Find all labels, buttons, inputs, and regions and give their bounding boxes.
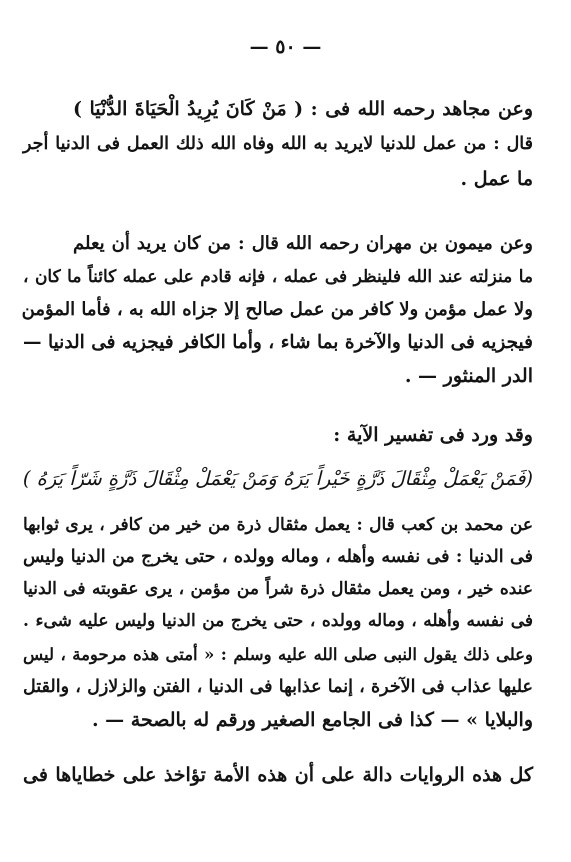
text-line: عنده خير ، ومن يعمل مثقال ذرة شراً من مؤمن ، يرى عقوبته فى الدنيا bbox=[23, 579, 533, 599]
text-line: فيجزيه فى الدنيا والآخرة بما شاء ، وأما الكافر فيجزيه فى الدنيا — bbox=[23, 332, 533, 353]
text-line: وقد ورد فى تفسير الآية : bbox=[333, 424, 533, 446]
text-line: عليها عذاب فى الآخرة ، إنما عذابها فى الدنيا ، الفتن والزلازل ، والقتل bbox=[23, 677, 533, 697]
text-line: فى نفسه وأهله ، وماله وولده ، حتى يخرج من الدنيا وليس عليه شىء . bbox=[23, 611, 533, 631]
text-line: عن محمد بن كعب قال : يعمل مثقال ذرة من خير من كافر ، يرى ثوابها bbox=[23, 515, 533, 535]
text-line: قال : من عمل للدنيا لايريد به الله وفاه الله ذلك العمل فى الدنيا أجر bbox=[23, 134, 533, 154]
text-line: الدر المنثور — . bbox=[404, 365, 533, 387]
quran-verse: (فَمَنْ يَعْمَلْ مِثْقَالَ ذَرَّةٍ خَيْراً يَرَهُ وَمَنْ يَعْمَلْ مِثْقَالَ ذَرَّةٍ شَرّاً يَرَهُ ) bbox=[22, 467, 533, 490]
text-line: ولا عمل مؤمن ولا كافر من عمل صالح إلا جزاه الله به ، فأما المؤمن bbox=[21, 299, 533, 320]
text-line: فى الدنيا : فى نفسه وأهله ، وماله وولده ، حتى يخرج من الدنيا وليس bbox=[23, 547, 533, 567]
text-line: كل هذه الروايات دالة على أن هذه الأمة تؤاخذ على خطاياها فى bbox=[23, 764, 533, 786]
text-line: وعن ميمون بن مهران رحمه الله قال : من كان يريد أن يعلم bbox=[73, 233, 533, 254]
text-line: ما عمل . bbox=[460, 168, 533, 190]
text-line: وعن مجاهد رحمه الله فى : ( مَنْ كَانَ يُرِيدُ الْحَيَاةَ الدُّنْيَا ) bbox=[73, 98, 533, 120]
text-line: وعلى ذلك يقول النبى صلى الله عليه وسلم : « أمتى هذه مرحومة ، ليس bbox=[23, 645, 533, 664]
page-number: — ٥٠ — bbox=[249, 36, 322, 58]
text-line: ما منزلته عند الله فلينظر فى عمله ، فإنه قادم على عمله كائناً ما كان ، bbox=[23, 267, 533, 287]
text-line: والبلايا » — كذا فى الجامع الصغير ورقم له بالصحة — . bbox=[91, 709, 533, 731]
